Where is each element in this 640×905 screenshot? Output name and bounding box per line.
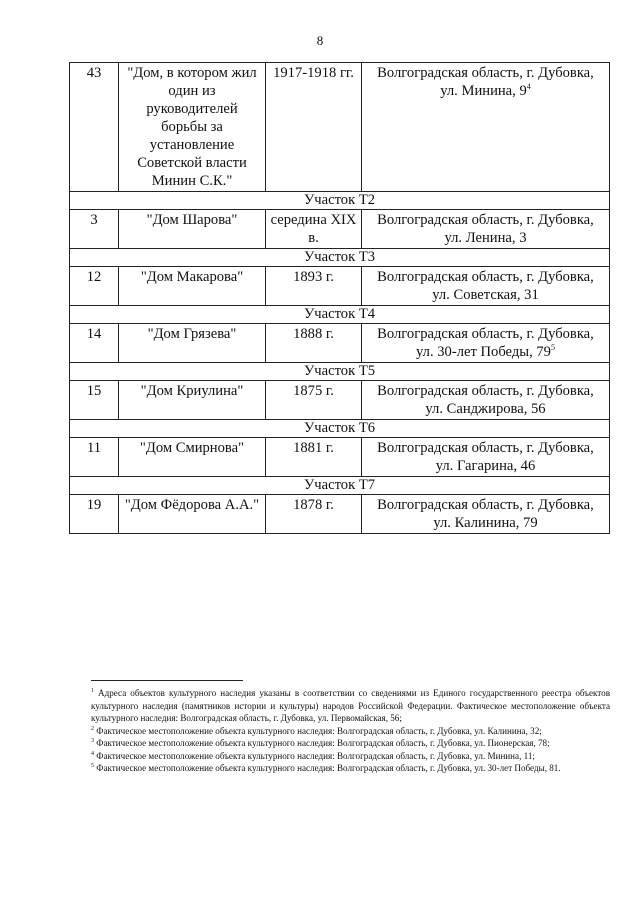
address-line-2: ул. Санджирова, 56 [425,401,546,417]
footnote-1 [91,687,610,725]
footnote-text: Фактическое местоположение объекта культурного наследия: Волгоградская область, г. Дубовка, ул. Минина, 11; [96,750,535,761]
footnote-mark: 5 [91,762,94,769]
object-date: 1893 г. [266,267,362,306]
address-line-2: ул. Советская, 31 [432,287,539,303]
footnote-text: Фактическое местоположение объекта культурного наследия: Волгоградская область, г. Дубовка, ул. Калинина, 32; [96,725,542,736]
footnote-text: Адреса объектов культурного наследия указаны в соответствии со сведениями из Единого государственного реестра объектов культурного наследия (памятников истории и культуры) народов Российской Федерации. Фактическое местоположение объекта культурного наследия: Волгоградская область, г. Дубовка, ул. Первомайская, 56; [91,688,610,723]
table-row [70,324,610,363]
footnote-mark: 4 [91,750,94,757]
object-name: "Дом Фёдорова А.А." [119,495,266,534]
row-number: 11 [70,438,119,477]
row-number: 3 [70,210,119,249]
address-line-2: ул. 30-лет Победы, 79 [416,344,551,360]
address-line-1: Волгоградская область, г. Дубовка, [377,497,594,513]
object-date: 1917-1918 гг. [266,63,362,192]
heritage-objects-table [69,62,610,534]
footnote-5 [91,762,610,775]
object-address [362,381,610,420]
table-row [70,438,610,477]
address-line-1: Волгоградская область, г. Дубовка, [377,440,594,456]
address-line-2: ул. Гагарина, 46 [435,458,536,474]
footnote-mark: 2 [91,725,94,732]
object-address [362,495,610,534]
footnote-ref: 5 [550,343,555,353]
section-title: Участок Т2 [70,192,610,210]
footnote-text: Фактическое местоположение объекта культурного наследия: Волгоградская область, г. Дубовка, ул. 30-лет Победы, 81. [96,763,561,773]
footnote-mark: 3 [91,737,94,744]
object-date: 1881 г. [266,438,362,477]
object-address [362,267,610,306]
row-number: 12 [70,267,119,306]
row-number: 19 [70,495,119,534]
row-number: 14 [70,324,119,363]
section-title: Участок Т6 [70,420,610,438]
object-address [362,210,610,249]
address-line-1: Волгоградская область, г. Дубовка, [377,269,594,285]
object-name: "Дом Смирнова" [119,438,266,477]
section-header-row [70,249,610,267]
object-date: 1875 г. [266,381,362,420]
footnote-divider [91,680,243,681]
address-line-2: ул. Минина, 9 [440,83,527,99]
object-name: "Дом Шарова" [119,210,266,249]
address-line-1: Волгоградская область, г. Дубовка, [377,65,594,81]
object-address [362,63,610,192]
section-header-row [70,192,610,210]
address-line-2: ул. Ленина, 3 [444,230,527,246]
object-address [362,438,610,477]
table-row [70,381,610,420]
footnote-2 [91,725,610,738]
table-row [70,495,610,534]
object-name: "Дом Криулина" [119,381,266,420]
section-header-row [70,477,610,495]
section-header-row [70,306,610,324]
address-line-1: Волгоградская область, г. Дубовка, [377,212,594,228]
object-date: 1878 г. [266,495,362,534]
footnote-text: Фактическое местоположение объекта культурного наследия: Волгоградская область, г. Дубовка, ул. Пионерская, 78; [96,738,550,748]
object-date: 1888 г. [266,324,362,363]
section-header-row [70,420,610,438]
object-address [362,324,610,363]
table-row [70,267,610,306]
footnote-3 [91,737,610,750]
object-name: "Дом Грязева" [119,324,266,363]
section-title: Участок Т3 [70,249,610,267]
footnote-mark: 1 [91,687,94,694]
table-row [70,63,610,192]
section-header-row [70,363,610,381]
object-date: середина XIX в. [266,210,362,249]
address-line-1: Волгоградская область, г. Дубовка, [377,383,594,399]
address-line-1: Волгоградская область, г. Дубовка, [377,326,594,342]
object-name: "Дом Макарова" [119,267,266,306]
row-number: 15 [70,381,119,420]
object-name: "Дом, в котором жил один из руководителей борьбы за установление Советской власти Минин С.К." [119,63,266,192]
page-number: 8 [316,33,324,48]
row-number: 43 [70,63,119,192]
section-title: Участок Т7 [70,477,610,495]
address-line-2: ул. Калинина, 79 [433,515,538,531]
footnote-ref: 4 [526,82,531,92]
section-title: Участок Т5 [70,363,610,381]
footnotes [91,680,610,775]
table-row [70,210,610,249]
footnote-4 [91,750,610,763]
section-title: Участок Т4 [70,306,610,324]
